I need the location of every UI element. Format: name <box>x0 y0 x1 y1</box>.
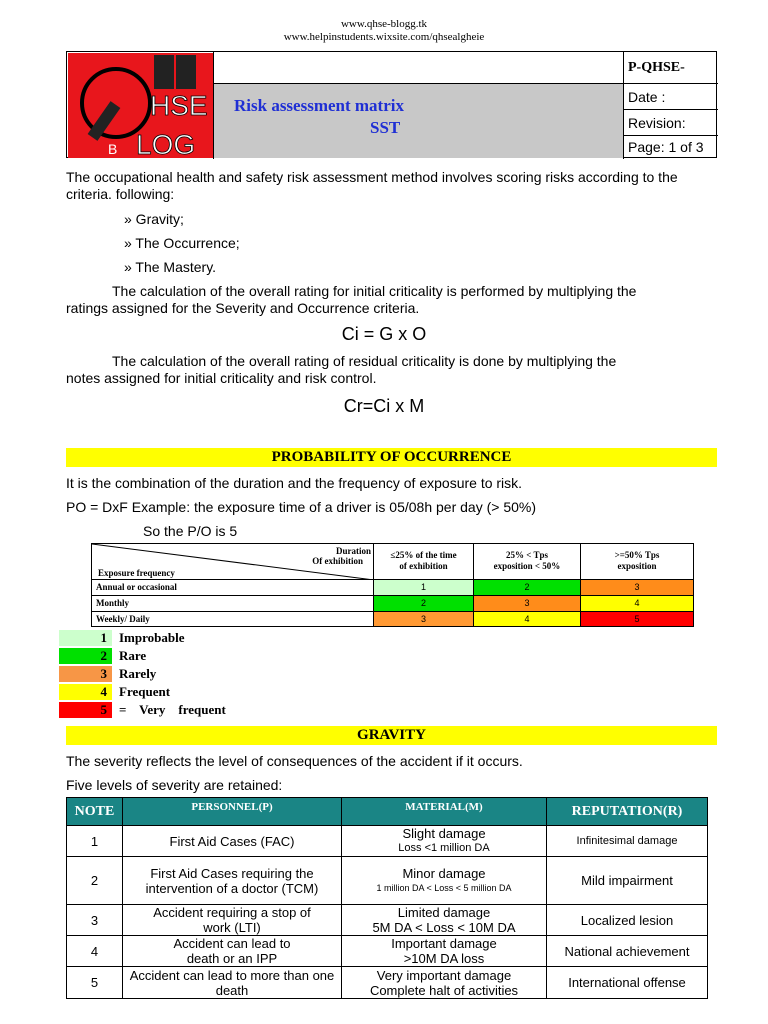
corner-duration: Duration <box>335 546 371 556</box>
legend-swatch-2: 2 <box>59 648 112 664</box>
legend-swatch-5: 5 <box>59 702 112 718</box>
severity-personnel-5: Accident can lead to more than one death <box>123 967 342 998</box>
severity-reputation-5: International offense <box>568 975 686 990</box>
col-personnel: PERSONNEL(P) <box>123 798 342 826</box>
formula-residual-criticality: Cr=Ci x M <box>343 396 425 416</box>
title-cell <box>213 52 623 159</box>
legend-label-2: Rare <box>119 648 147 663</box>
severity-table <box>66 797 708 999</box>
severity-material-1: Slight damage Loss <1 million DA <box>342 826 547 857</box>
severity-personnel-3: Accident requiring a stop of work (LTI) <box>123 905 342 936</box>
severity-reputation-3: Localized lesion <box>547 905 707 936</box>
col-material: MATERIAL(M) <box>342 798 547 826</box>
legend-swatch-4: 4 <box>59 684 112 700</box>
legend-label-4: Frequent <box>119 684 171 699</box>
cell-2-2: 3 <box>474 596 581 612</box>
severity-personnel-4: Accident can lead to death or an IPP <box>123 936 342 967</box>
corner-frequency: Exposure frequency <box>98 568 175 578</box>
cell-1-3: 3 <box>581 580 693 596</box>
formula-initial-criticality: Ci = G x O <box>341 324 427 344</box>
document-title: Risk assessment matrix <box>234 96 404 115</box>
row-annual: Annual or occasional <box>92 580 374 596</box>
row-weekly: Weekly/ Daily <box>92 612 374 626</box>
document-page: Page: 1 of 3 <box>628 139 704 155</box>
legend-swatch-3: 3 <box>59 666 112 682</box>
col-header-low: ≤25% of the time of exhibition <box>374 544 474 580</box>
legend-swatch-1: 1 <box>59 630 112 646</box>
severity-reputation-2: Mild impairment <box>547 857 707 905</box>
gravity-heading: GRAVITY <box>66 726 717 745</box>
intro-paragraph: The occupational health and safety risk assessment method involves scoring risks according to the criteria. following: <box>66 169 678 202</box>
header-url-1[interactable]: www.qhse-blogg.tk <box>340 18 428 30</box>
legend-label-1: Improbable <box>119 630 185 645</box>
probability-result: So the P/O is 5 <box>143 523 238 539</box>
col-header-mid: 25% < Tps exposition < 50% <box>474 544 581 580</box>
severity-material-2: Minor damage 1 million DA < Loss < 5 million DA <box>342 857 547 905</box>
header-url-2[interactable]: www.helpinstudents.wixsite.com/qhsealgheie <box>283 31 485 43</box>
row-monthly: Monthly <box>92 596 374 612</box>
cell-2-3: 4 <box>581 596 693 612</box>
cell-3-2: 4 <box>474 612 581 626</box>
logo-text: HSE <box>150 90 208 121</box>
probability-table <box>91 543 694 627</box>
table-corner <box>92 544 374 580</box>
cell-3-3: 5 <box>581 612 693 626</box>
severity-material-4: Important damage >10M DA loss <box>342 936 547 967</box>
initial-criticality-text: The calculation of the overall rating for initial criticality is performed by multiplying the <box>112 283 637 299</box>
gravity-levels-intro: Five levels of severity are retained: <box>66 777 283 793</box>
legend-label-5: = Very frequent <box>119 702 226 717</box>
col-header-high: >=50% Tps exposition <box>581 544 693 580</box>
svg-text:LOG: LOG <box>136 129 196 158</box>
document-header-table <box>66 51 717 158</box>
cell-2-1: 2 <box>374 596 474 612</box>
severity-note-1: 1 <box>67 826 123 857</box>
bullet-mastery: » The Mastery. <box>124 259 217 275</box>
document-ref: P-QHSE- <box>624 52 718 84</box>
legend-label-3: Rarely <box>119 666 157 681</box>
severity-note-2: 2 <box>67 857 123 905</box>
severity-reputation-4: National achievement <box>547 936 707 967</box>
initial-criticality-text-2: ratings assigned for the Severity and Occurrence criteria. <box>66 300 420 316</box>
severity-reputation-1: Infinitesimal damage <box>547 826 707 857</box>
corner-exhibition: Of exhibition <box>312 556 363 566</box>
severity-personnel-2: First Aid Cases requiring the intervention of a doctor (TCM) <box>123 857 342 905</box>
severity-note-4: 4 <box>67 936 123 967</box>
col-note: NOTE <box>67 798 123 826</box>
severity-material-3: Limited damage 5M DA < Loss < 10M DA <box>342 905 547 936</box>
probability-heading: PROBABILITY OF OCCURRENCE <box>66 448 717 467</box>
cell-3-1: 3 <box>374 612 474 626</box>
qhse-blog-logo <box>68 53 213 158</box>
document-date: Date : <box>624 84 718 110</box>
document-subtitle: SST <box>370 118 401 137</box>
document-meta <box>623 52 717 159</box>
severity-material-5: Very important damage Complete halt of activities <box>342 967 547 998</box>
document-revision: Revision: <box>624 110 718 136</box>
bullet-occurrence: » The Occurrence; <box>124 235 240 251</box>
logo-graphic <box>68 53 213 158</box>
gravity-definition: The severity reflects the level of consequences of the accident if it occurs. <box>66 753 523 769</box>
probability-definition: It is the combination of the duration and the frequency of exposure to risk. <box>66 475 523 491</box>
severity-note-5: 5 <box>67 967 123 998</box>
cell-1-1: 1 <box>374 580 474 596</box>
bullet-gravity: » Gravity; <box>124 211 184 227</box>
col-reputation: REPUTATION(R) <box>547 798 707 826</box>
severity-personnel-1: First Aid Cases (FAC) <box>123 826 342 857</box>
severity-note-3: 3 <box>67 905 123 936</box>
residual-criticality-text-2: notes assigned for initial criticality and risk control. <box>66 370 377 386</box>
residual-criticality-text: The calculation of the overall rating of residual criticality is done by multiplying the <box>112 353 617 369</box>
probability-example: PO = DxF Example: the exposure time of a driver is 05/08h per day (> 50%) <box>66 499 536 515</box>
svg-text:B: B <box>108 141 118 157</box>
cell-1-2: 2 <box>474 580 581 596</box>
